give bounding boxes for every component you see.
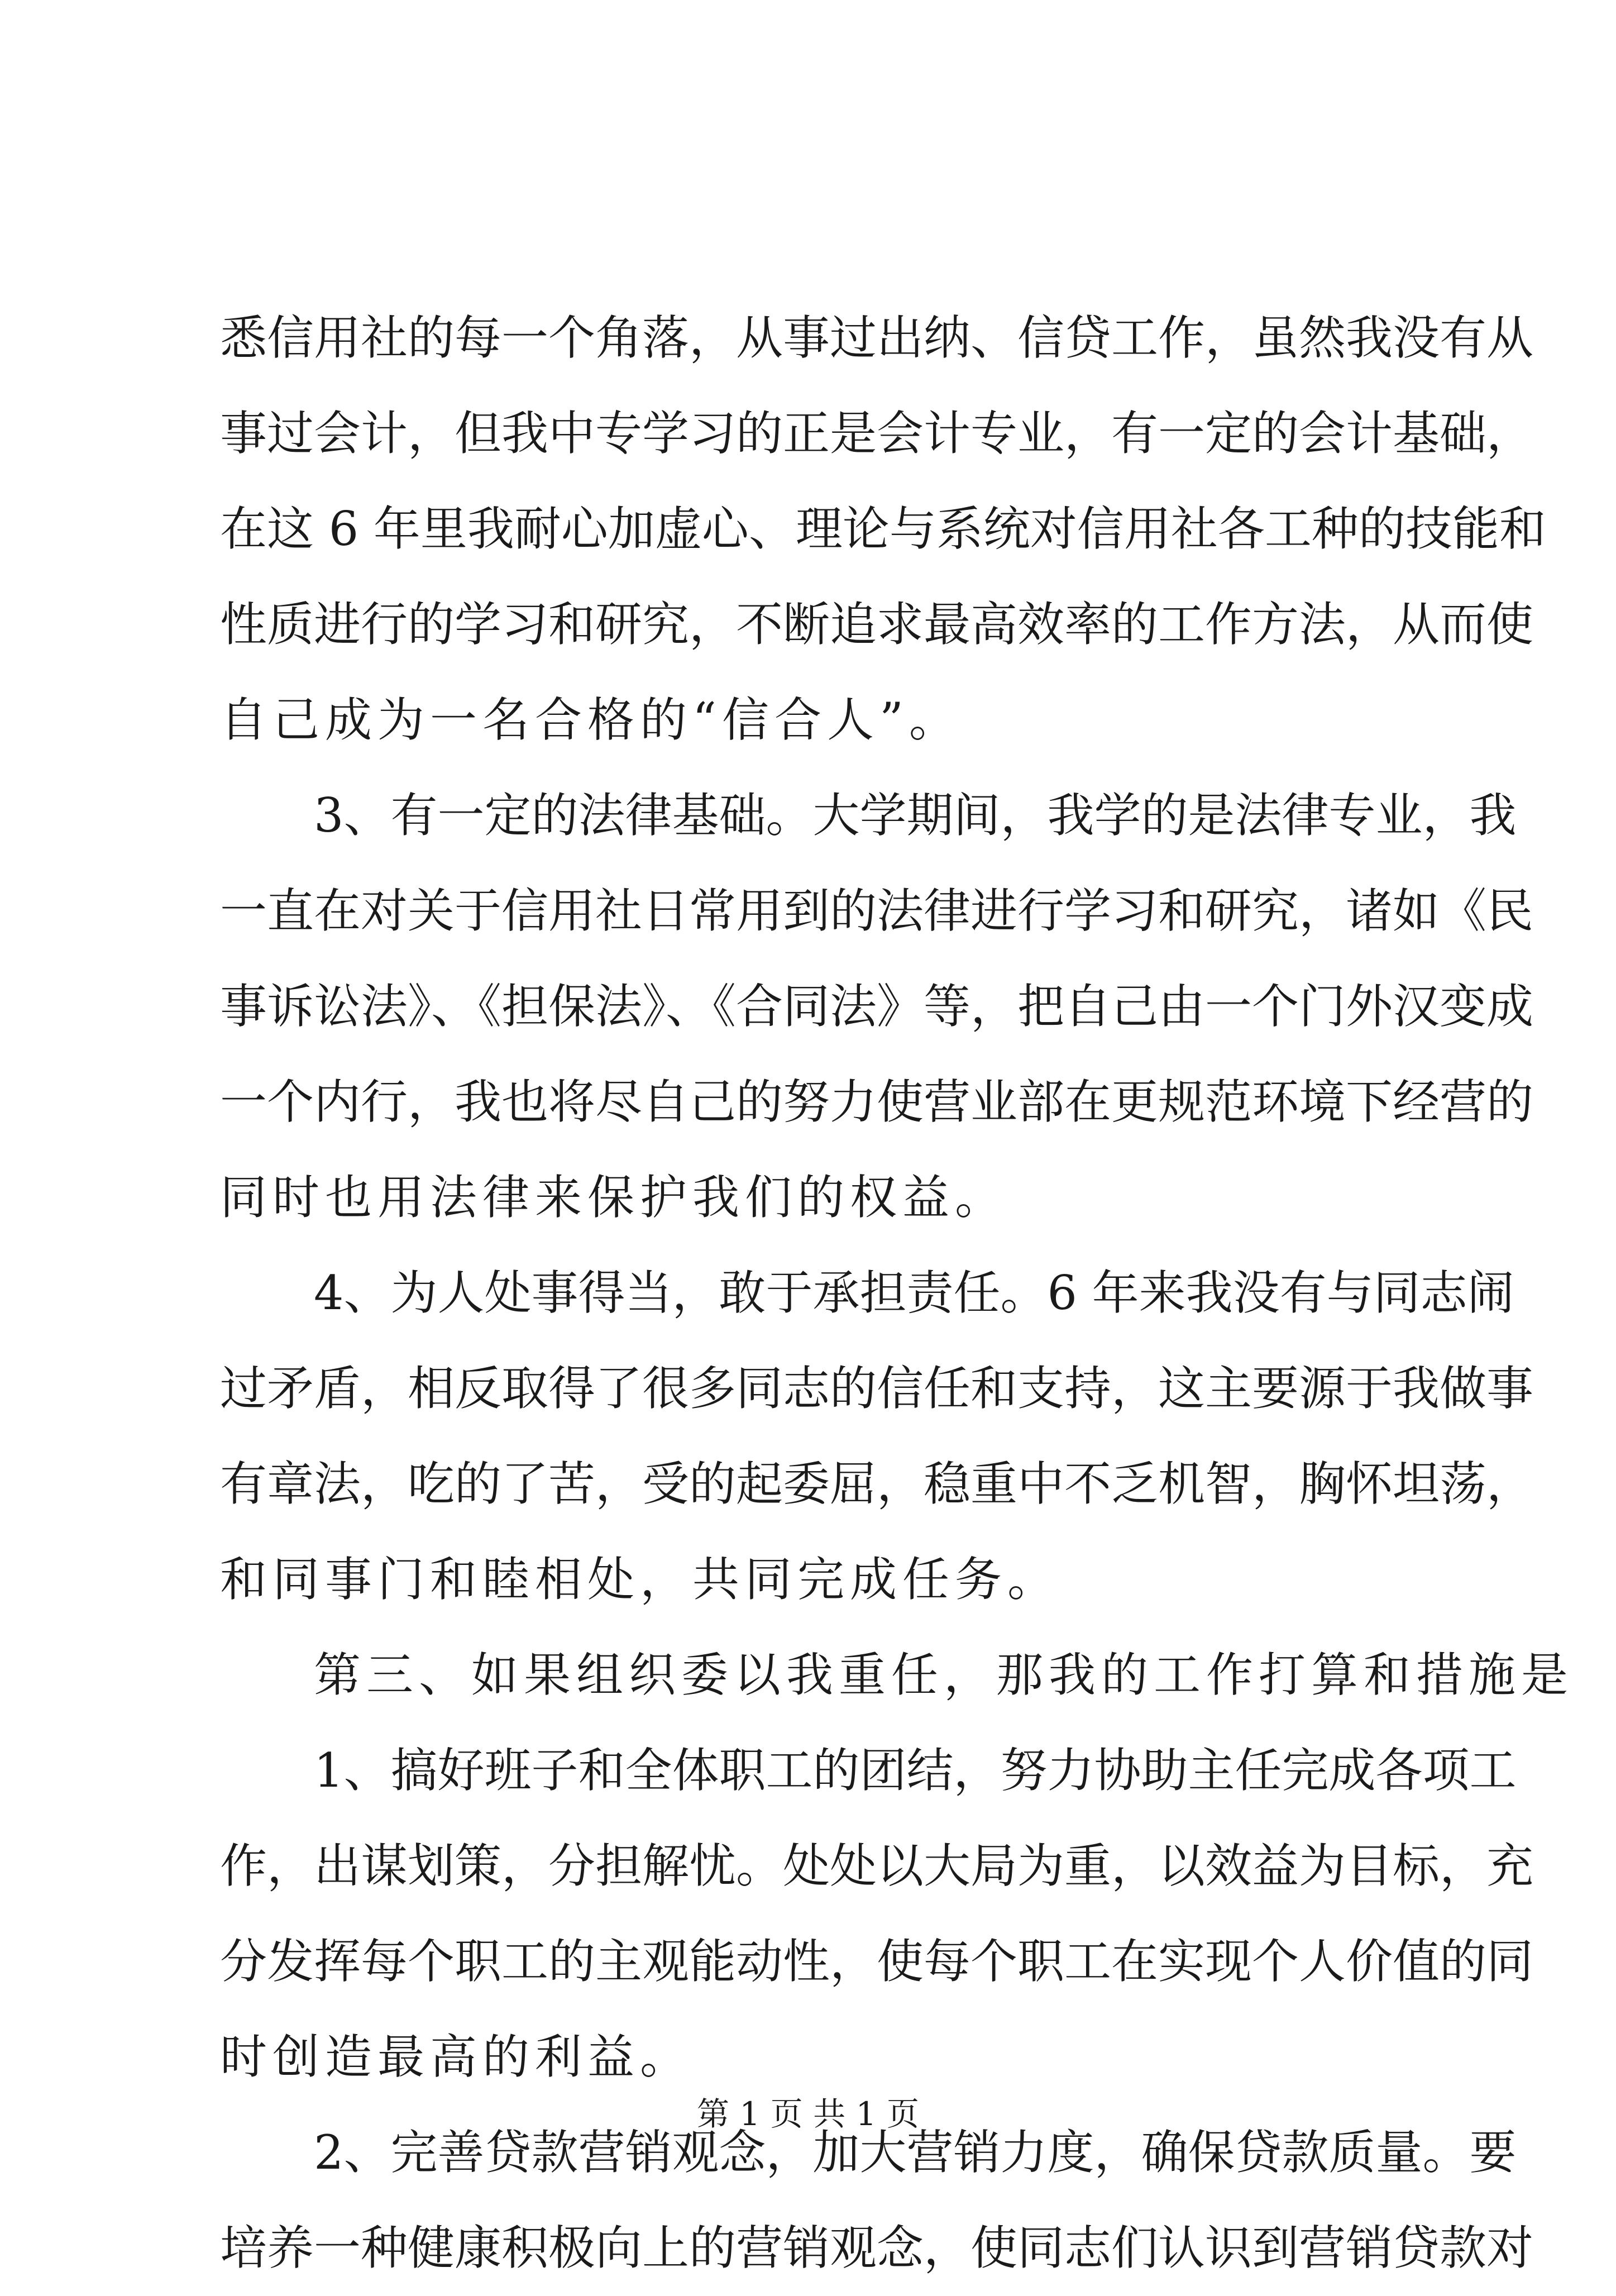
text-line: 一直在对关于信用社日常用到的法律进行学习和研究，诸如《民 bbox=[220, 884, 1534, 938]
text-line: 4、为人处事得当，敢于承担责任。6 年来我没有与同志闹 bbox=[314, 1266, 1514, 1320]
text-line: 1、搞好班子和全体职工的团结，努力协助主任完成各项工 bbox=[314, 1743, 1517, 1798]
text-line: 分发挥每个职工的主观能动性，使每个职工在实现个人价值的同 bbox=[220, 1934, 1534, 1989]
text-line: 过矛盾，相反取得了很多同志的信任和支持，这主要源于我做事 bbox=[220, 1361, 1534, 1416]
text-line: 一个内行，我也将尽自己的努力使营业部在更规范环境下经营的 bbox=[220, 1075, 1534, 1129]
text-line: 自己成为一名合格的“信合人”。 bbox=[220, 693, 962, 747]
text-line: 在这 6 年里我耐心加虚心、理论与系统对信用社各工种的技能和 bbox=[220, 502, 1546, 556]
text-line: 作，出谋划策，分担解忧。处处以大局为重，以效益为目标，充 bbox=[220, 1839, 1534, 1893]
text-line: 事诉讼法》、《担保法》、《合同法》等，把自己由一个门外汉变成 bbox=[220, 979, 1534, 1034]
text-line: 有章法，吃的了苦，受的起委屈，稳重中不乏机智，胸怀坦荡， bbox=[220, 1457, 1534, 1511]
text-line: 和同事门和睦相处，共同完成任务。 bbox=[220, 1552, 1060, 1607]
text-line: 2、完善贷款营销观念，加大营销力度，确保贷款质量。要 bbox=[314, 2125, 1517, 2180]
text-line: 性质进行的学习和研究，不断追求最高效率的工作方法，从而使 bbox=[220, 597, 1534, 652]
body-text bbox=[220, 290, 1574, 2296]
text-line: 培养一种健康积极向上的营销观念，使同志们认识到营销贷款对 bbox=[220, 2221, 1534, 2275]
text-line: 悉信用社的每一个角落，从事过出纳、信贷工作，虽然我没有从 bbox=[220, 311, 1534, 365]
text-line: 时创造最高的利益。 bbox=[220, 2030, 693, 2084]
text-line: 3、有一定的法律基础。大学期间，我学的是法律专业，我 bbox=[314, 788, 1517, 843]
section-heading: 第三、如果组织委以我重任，那我的工作打算和措施是 bbox=[314, 1648, 1574, 1702]
text-line: 同时也用法律来保护我们的权益。 bbox=[220, 1170, 1008, 1225]
page-footer: 第 1 页 共 1 页 bbox=[697, 2095, 919, 2133]
text-line: 事过会计，但我中专学习的正是会计专业，有一定的会计基础， bbox=[220, 406, 1534, 461]
